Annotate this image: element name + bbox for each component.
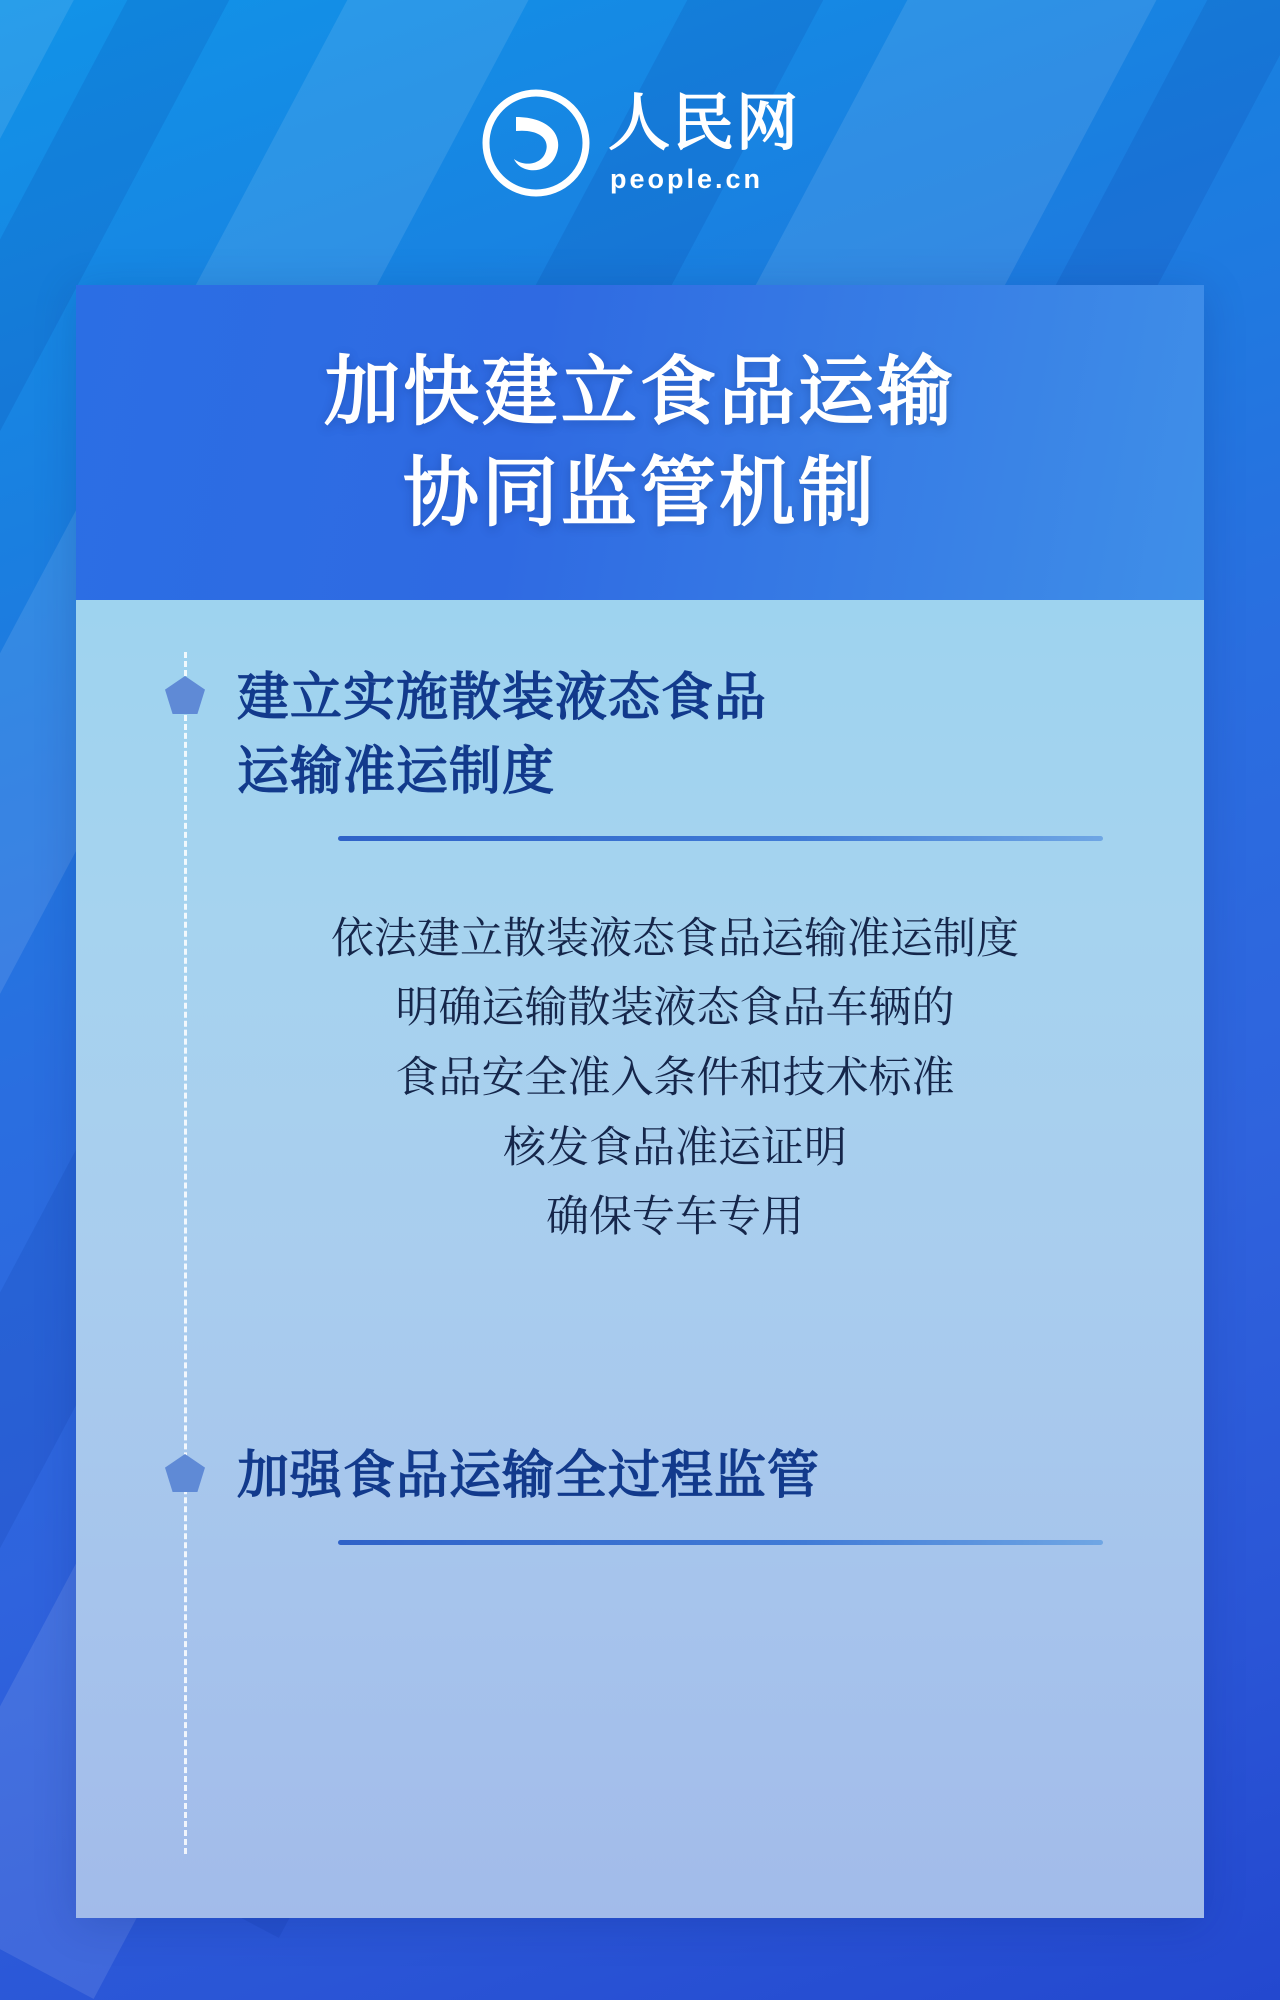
section-1-heading-line-1: 建立实施散装液态食品 <box>237 668 768 728</box>
section-1-body-line-3: 食品安全准入条件和技术标准 <box>395 1052 955 1103</box>
section-1-body-line-2: 明确运输散装液态食品车辆的 <box>395 983 955 1034</box>
section-2-heading <box>237 1440 820 1514</box>
card-body <box>76 600 1204 1918</box>
section-1-body-line-1: 依法建立散装液态食品运输准运制度 <box>331 913 1019 964</box>
section-1-divider <box>338 836 1103 841</box>
section-1-body-line-5: 确保专车专用 <box>546 1192 804 1243</box>
brand-name-en: people.cn <box>609 164 764 194</box>
section-1-heading-line-2: 运输准运制度 <box>237 741 556 802</box>
pentagon-bullet-icon <box>165 676 205 714</box>
section-1-body-line-4: 核发食品准运证明 <box>503 1122 847 1173</box>
card-title-block <box>76 285 1204 600</box>
people-cn-globe-icon <box>480 87 592 199</box>
section-1-body <box>76 905 1204 1253</box>
people-cn-logo <box>480 87 800 199</box>
section-1 <box>76 662 1204 1253</box>
page-title-line-2: 协同监管机制 <box>403 447 877 537</box>
stripe <box>0 0 2 1929</box>
page-title-line-1: 加快建立食品运输 <box>324 347 956 437</box>
section-1-heading <box>237 662 767 810</box>
section-2-heading-row <box>76 1440 1204 1514</box>
section-1-heading-row <box>76 662 1204 810</box>
brand-name-cn: 人民网 <box>607 86 800 159</box>
section-2-divider <box>338 1540 1103 1545</box>
section-2-heading-line-1: 加强食品运输全过程监管 <box>237 1446 821 1506</box>
pentagon-bullet-icon <box>165 1454 205 1492</box>
brand-header <box>0 0 1280 285</box>
section-2 <box>76 1440 1204 1545</box>
content-card <box>76 285 1204 1918</box>
